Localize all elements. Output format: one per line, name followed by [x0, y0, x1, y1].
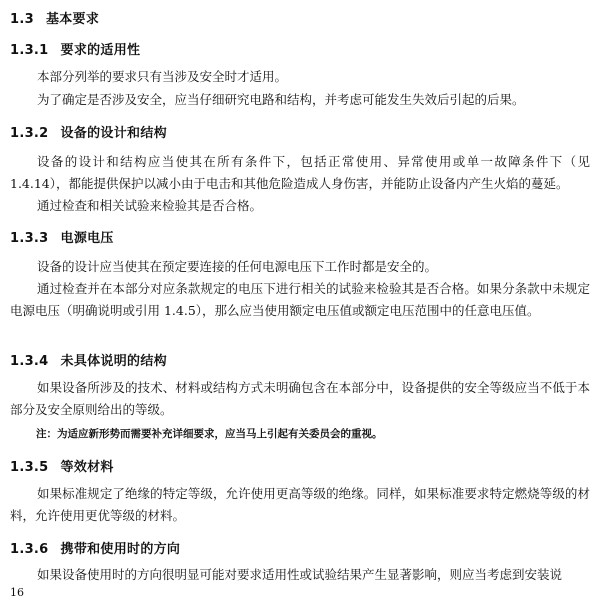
section-title: 等效材料: [60, 460, 114, 475]
section-heading-1-3-1: [10, 39, 140, 58]
paragraph: 设备的设计和结构应当使其在所有条件下，包括正常使用、异常使用或单一故障条件下（见 1.4.14），都能提供保护以减小由于电击和其他危险造成人身伤害，并能防止设备内产生火焰的蔓延。: [10, 154, 590, 191]
paragraph: 通过检查和相关试验来检验其是否合格。: [37, 198, 263, 213]
section-number: 1.3.6: [10, 542, 49, 557]
paragraph: 为了确定是否涉及安全，应当仔细研究电路和结构，并考虑可能发生失效后引起的后果。: [37, 92, 525, 107]
section-heading-1-3-2: [10, 122, 167, 141]
section-title: 设备的设计和结构: [60, 126, 167, 141]
paragraph: 设备的设计应当使其在预定要连接的任何电源电压下工作时都是安全的。: [37, 259, 438, 274]
section-title: 电源电压: [60, 231, 114, 246]
section-number: 1.3.3: [10, 231, 49, 246]
page-number: 16: [10, 586, 24, 599]
section-number: 1.3.2: [10, 126, 49, 141]
paragraph: 如果设备所涉及的技术、材料或结构方式未明确包含在本部分中，设备提供的安全等级应当不低于本部分及安全原则给出的等级。: [10, 380, 590, 417]
paragraph: 如果标准规定了绝缘的特定等级，允许使用更高等级的绝缘。同样，如果标准要求特定燃烧等级的材料，允许使用更优等级的材料。: [10, 486, 590, 523]
section-number: 1.3.4: [10, 354, 49, 369]
section-heading-1-3-6: [10, 538, 180, 557]
section-heading-1-3-4: [10, 350, 167, 369]
paragraph: 本部分列举的要求只有当涉及安全时才适用。: [37, 69, 288, 84]
section-title: 未具体说明的结构: [60, 354, 167, 369]
section-heading-1-3-3: [10, 227, 114, 246]
section-heading-1-3: [10, 8, 99, 27]
paragraph: 如果设备使用时的方向很明显可能对要求适用性或试验结果产生显著影响，则应当考虑到安装说: [37, 567, 563, 582]
section-heading-1-3-5: [10, 456, 114, 475]
section-number: 1.3.5: [10, 460, 49, 475]
section-title: 要求的适用性: [60, 43, 141, 58]
section-title: 携带和使用时的方向: [60, 542, 181, 557]
paragraph: 通过检查并在本部分对应条款规定的电压下进行相关的试验来检验其是否合格。如果分条款中未规定电源电压（明确说明或引用 1.4.5），那么应当使用额定电压值或额定电压范围中的任意电压值。: [10, 281, 590, 318]
section-title: 基本要求: [45, 12, 100, 27]
note: 注：为适应新形势而需要补充详细要求，应当马上引起有关委员会的重视。: [36, 428, 383, 440]
section-number: 1.3: [10, 12, 34, 27]
section-number: 1.3.1: [10, 43, 49, 58]
